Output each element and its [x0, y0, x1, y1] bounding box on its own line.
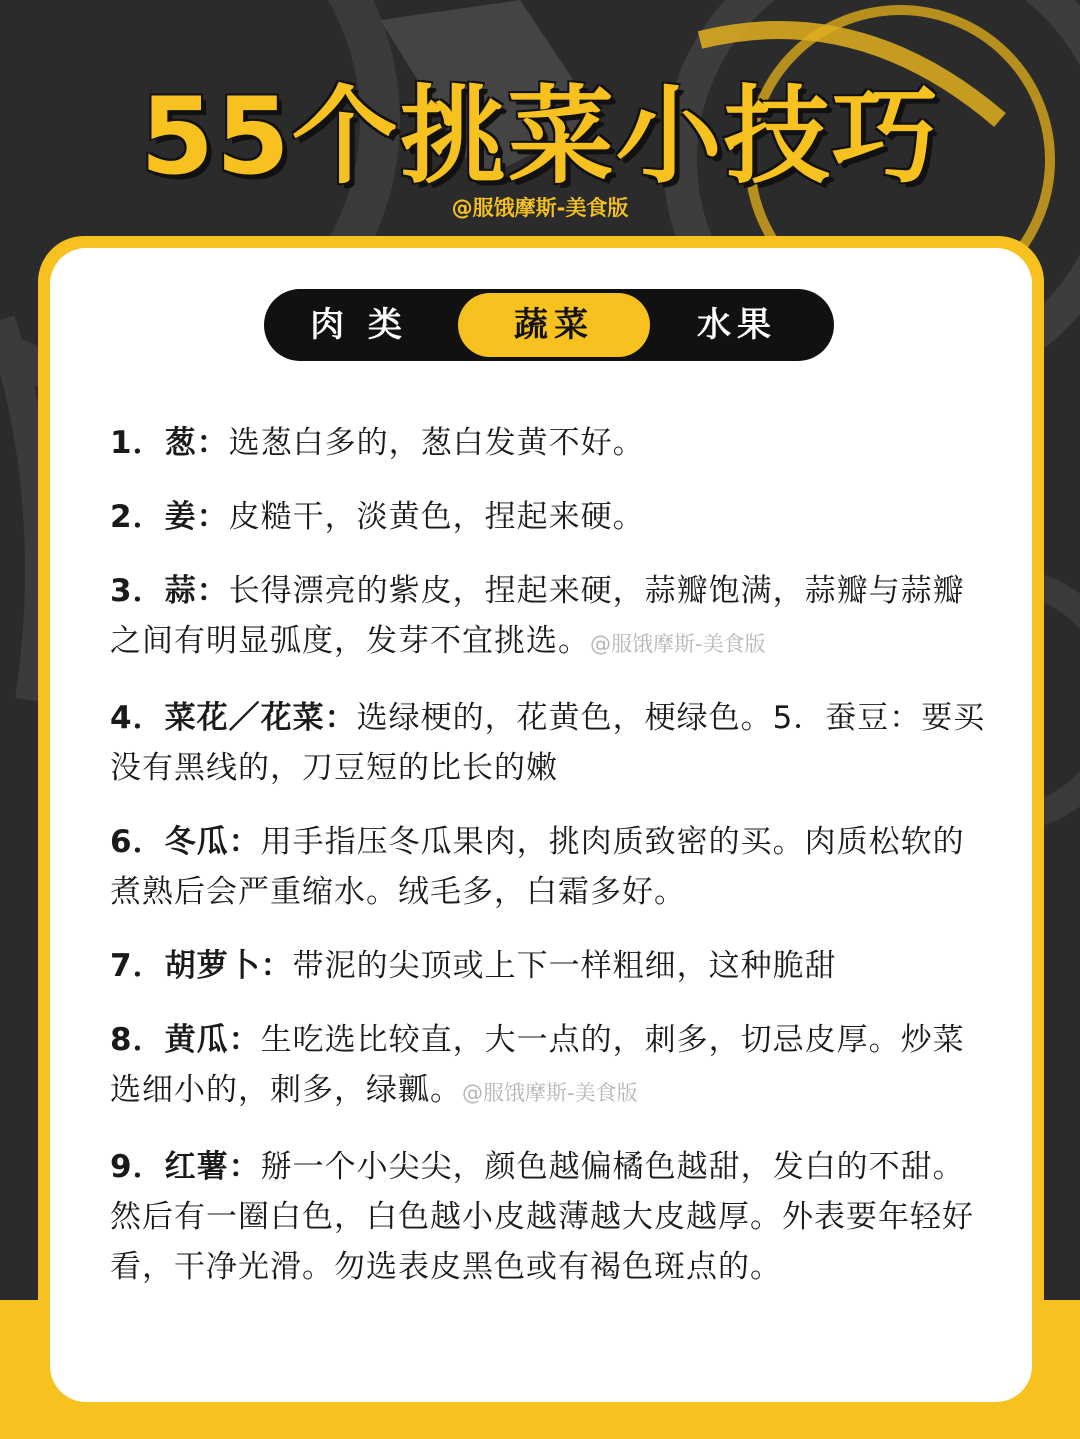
- tip-heading: 4．菜花／花菜：: [110, 700, 357, 736]
- tip-text: 选绿梗的，花黄色，梗绿色。5．蚕豆：要买没有黑线的，刀豆短的比长的嫩: [110, 700, 986, 786]
- author-credit: @服饿摩斯-美食版: [451, 196, 629, 220]
- list-item: [110, 566, 990, 669]
- tip-text: 带泥的尖顶或上下一样粗细，这种脆甜: [292, 948, 837, 984]
- tab-meat[interactable]: 肉 类: [310, 305, 408, 345]
- watermark: @服饿摩斯-美食版: [462, 1081, 638, 1105]
- watermark: @服饿摩斯-美食版: [590, 632, 766, 656]
- tip-text: 用手指压冬瓜果肉，挑肉质致密的买。肉质松软的煮熟后会严重缩水。绒毛多，白霜多好。: [110, 824, 965, 910]
- list-item: [110, 1015, 990, 1118]
- tip-heading: 3．蒜：: [110, 573, 229, 609]
- list-item: [110, 1142, 990, 1292]
- tab-fruit[interactable]: 水果: [697, 305, 777, 345]
- list-item: [110, 941, 990, 991]
- list-item: [110, 492, 990, 542]
- tip-heading: 9．红薯：: [110, 1149, 261, 1185]
- list-item: [110, 418, 990, 468]
- tip-text: 掰一个小尖尖，颜色越偏橘色越甜，发白的不甜。然后有一圈白色，白色越小皮越薄越大皮越厚。外表要年轻好看，干净光滑。勿选表皮黑色或有褐色斑点的。: [110, 1149, 974, 1285]
- tip-heading: 7．胡萝卜：: [110, 948, 293, 984]
- tip-heading: 2．姜：: [110, 499, 229, 535]
- tip-heading: 6．冬瓜：: [110, 824, 261, 860]
- page-title: 55个挑菜小技巧: [140, 75, 940, 198]
- list-item: [110, 817, 990, 917]
- tab-vegetables[interactable]: 蔬菜: [458, 293, 650, 357]
- tip-text: 选葱白多的，葱白发黄不好。: [228, 425, 645, 461]
- list-item: [110, 693, 990, 793]
- tip-heading: 8．黄瓜：: [110, 1022, 261, 1058]
- tip-text: 生吃选比较直，大一点的，刺多，切忌皮厚。炒菜选细小的，刺多，绿瓤。: [110, 1022, 965, 1108]
- tip-text: 长得漂亮的紫皮，捏起来硬，蒜瓣饱满，蒜瓣与蒜瓣之间有明显弧度，发芽不宜挑选。: [110, 573, 965, 659]
- tip-heading: 1．葱：: [110, 425, 229, 461]
- tips-list: [110, 418, 990, 1316]
- category-tabs: [264, 289, 834, 361]
- tip-text: 皮糙干，淡黄色，捏起来硬。: [228, 499, 645, 535]
